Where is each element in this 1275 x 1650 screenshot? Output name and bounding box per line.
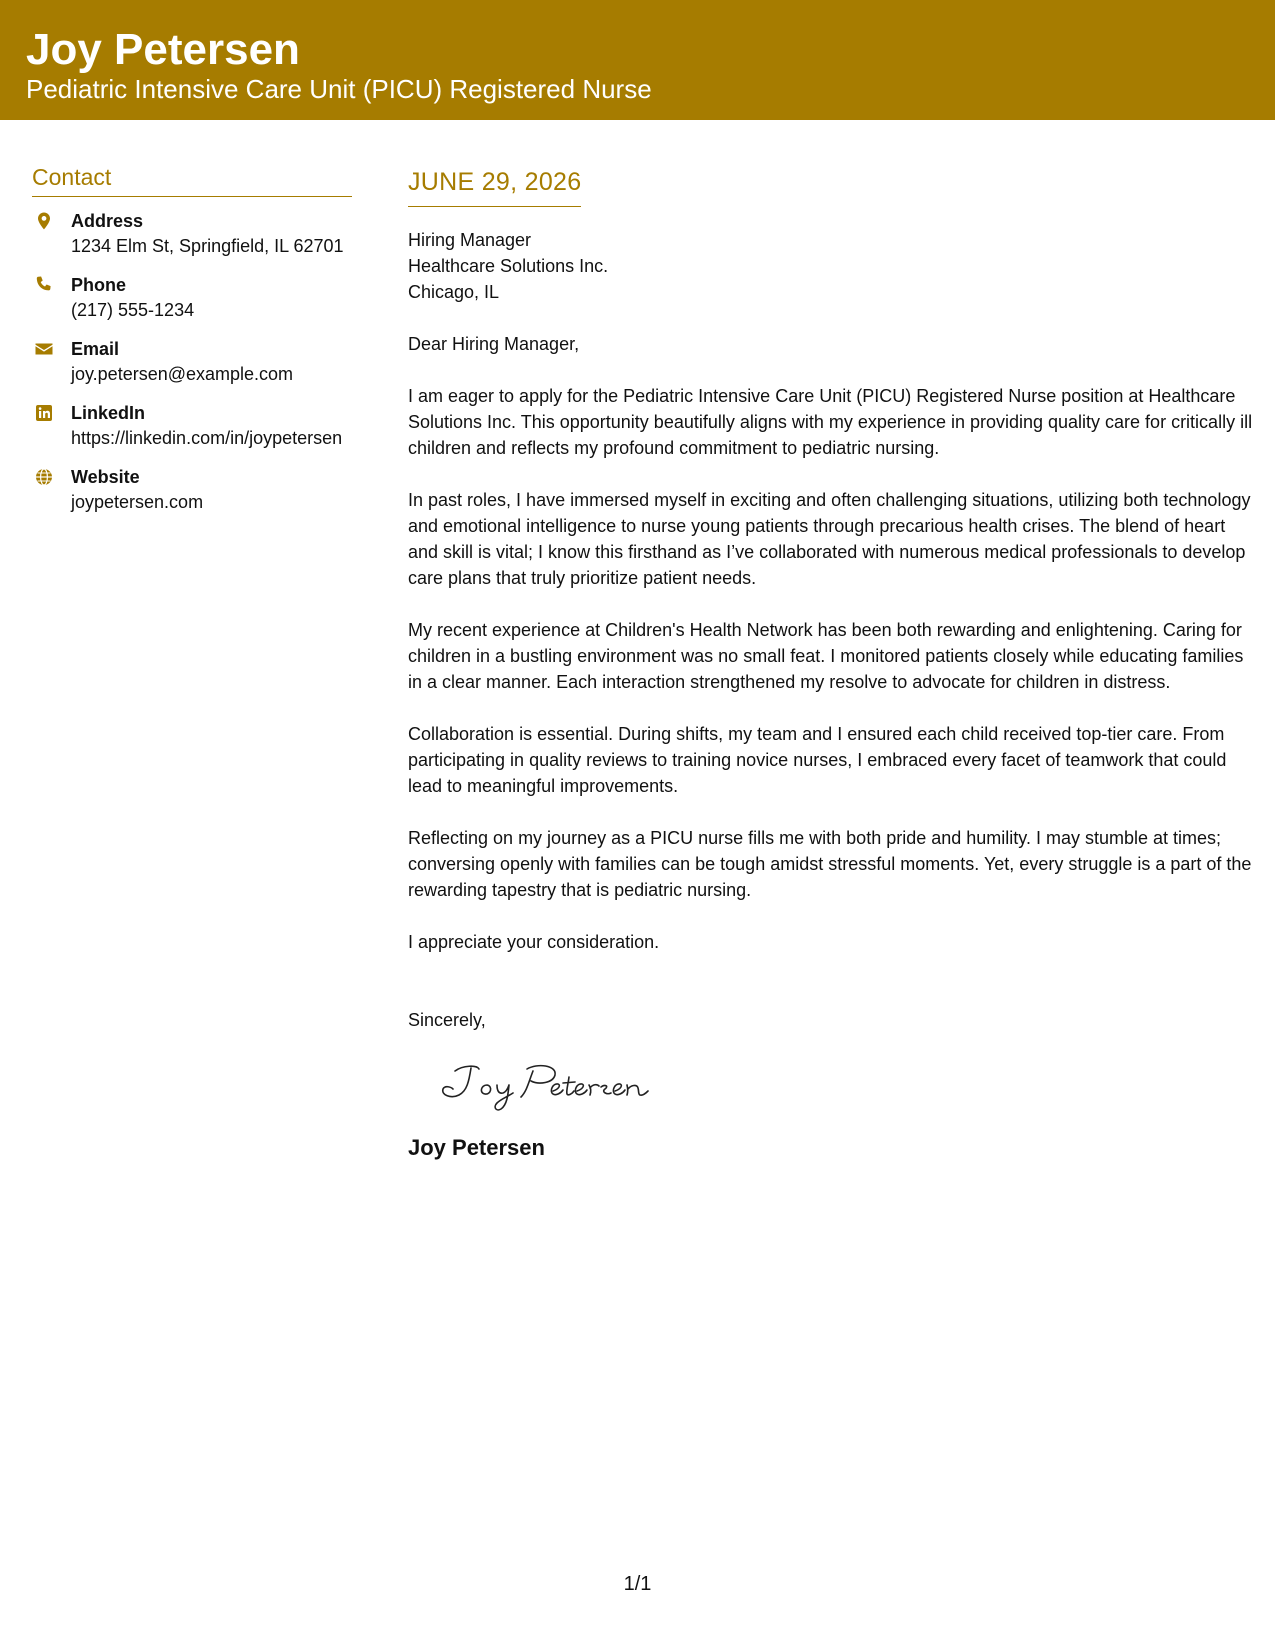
contact-label-address: Address [71, 211, 144, 231]
contact-item-linkedin [32, 401, 352, 451]
contact-label-website: Website [71, 467, 140, 487]
phone-icon [34, 275, 54, 295]
letter-paragraph: My recent experience at Children's Health Network has been both rewarding and enlightening. Caring for children in a bustling environment was no small feat. I monitored patients closely while educating families in a clear manner. Each interaction strengthened my resolve to advocate for children in distress. [408, 620, 1244, 692]
contact-sidebar [32, 160, 352, 529]
contact-item-address [32, 209, 352, 259]
contact-value-address: 1234 Elm St, Springfield, IL 62701 [71, 236, 344, 256]
letter-body [408, 164, 1253, 1163]
contact-label-email: Email [71, 339, 120, 359]
contact-item-email [32, 337, 352, 387]
letter-paragraph: Collaboration is essential. During shifts, my team and I ensured each child received top-tier care. From participating in quality reviews to training novice nurses, I embraced every facet of teamwork that could lead to meaningful improvements. [408, 724, 1227, 796]
job-title: Pediatric Intensive Care Unit (PICU) Registered Nurse [26, 74, 652, 104]
contact-value-linkedin[interactable]: https://linkedin.com/in/joypetersen [71, 428, 343, 448]
salutation: Dear Hiring Manager, [408, 334, 580, 354]
recipient-line: Healthcare Solutions Inc. [408, 256, 609, 276]
letter-paragraph: I am eager to apply for the Pediatric Intensive Care Unit (PICU) Registered Nurse position at Healthcare Solutions Inc. This opportunity beautifully aligns with my experience in providing quality care for critically ill children and reflects my profound commitment to pediatric nursing. [408, 386, 1253, 458]
envelope-icon [34, 339, 54, 359]
map-pin-icon [34, 211, 54, 231]
contact-value-website[interactable]: joypetersen.com [71, 492, 204, 512]
signer-name: Joy Petersen [408, 1135, 545, 1160]
linkedin-icon [34, 403, 54, 423]
closing-thanks: I appreciate your consideration. [408, 932, 660, 952]
contact-item-phone [32, 273, 352, 323]
signoff: Sincerely, [408, 1010, 486, 1030]
recipient-block [408, 227, 1253, 305]
globe-icon [34, 467, 54, 487]
page-number: 1/1 [623, 1573, 652, 1595]
header-banner [0, 0, 1275, 120]
contact-heading: Contact [32, 160, 352, 197]
letter-paragraph: Reflecting on my journey as a PICU nurse fills me with both pride and humility. I may stumble at times; conversing openly with families can be tough amidst stressful moments. Yet, every struggle is a part of the rewarding tapestry that is pediatric nursing. [408, 828, 1252, 900]
contact-item-website [32, 465, 352, 515]
contact-label-linkedin: LinkedIn [71, 403, 146, 423]
letter-date: JUNE 29, 2026 [408, 164, 581, 207]
signature-image [433, 1055, 663, 1119]
recipient-line: Hiring Manager [408, 230, 532, 250]
contact-value-phone[interactable]: (217) 555-1234 [71, 300, 195, 320]
letter-paragraph: In past roles, I have immersed myself in exciting and often challenging situations, utilizing both technology and emotional intelligence to nurse young patients through precarious health crises. The blend of heart and skill is vital; I know this firsthand as I’ve collaborated with numerous medical professionals to develop care plans that truly prioritize patient needs. [408, 490, 1251, 588]
contact-label-phone: Phone [71, 275, 127, 295]
recipient-line: Chicago, IL [408, 282, 500, 302]
applicant-name: Joy Petersen [26, 25, 300, 74]
contact-value-email[interactable]: joy.petersen@example.com [71, 364, 294, 384]
